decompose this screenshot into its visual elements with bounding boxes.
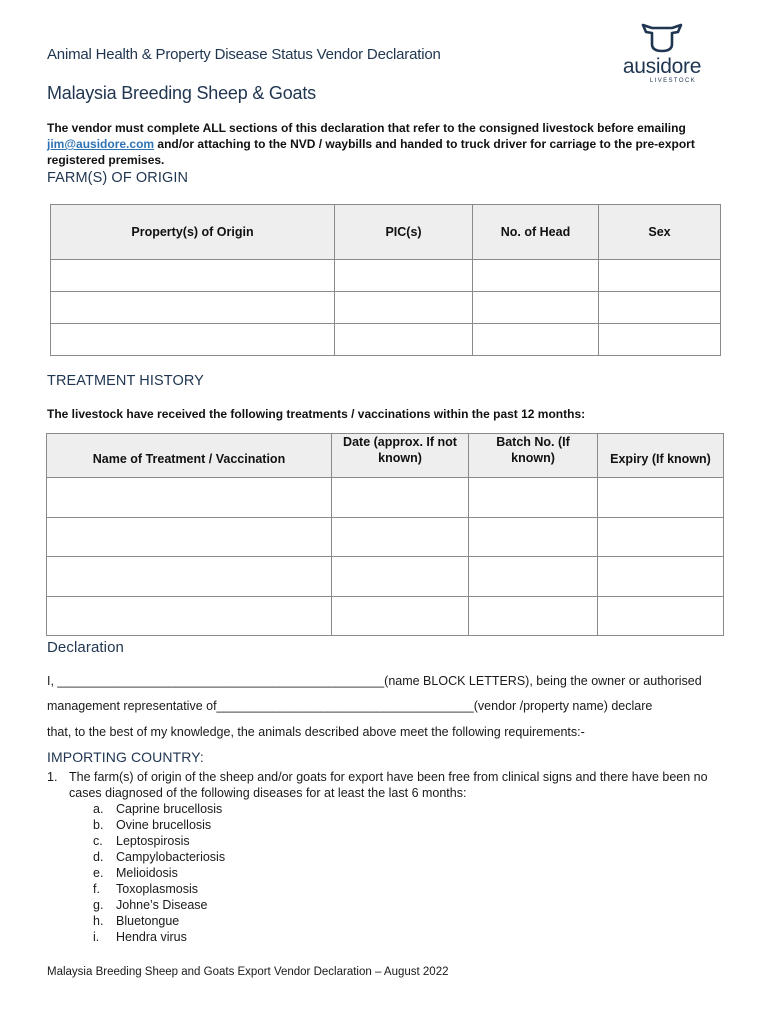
requirement-number: 1. — [47, 770, 58, 784]
list-letter: g. — [93, 898, 104, 912]
list-letter: a. — [93, 802, 104, 816]
head-count-cell[interactable] — [473, 260, 599, 292]
table-row — [47, 596, 724, 636]
expiry-cell[interactable] — [598, 596, 724, 636]
disease-name: Johne’s Disease — [116, 898, 208, 912]
column-header: Name of Treatment / Vaccination — [47, 434, 332, 478]
disease-name: Caprine brucellosis — [116, 802, 223, 816]
property-cell[interactable] — [51, 260, 335, 292]
header-title: Animal Health & Property Disease Status Vendor Declaration — [47, 46, 441, 63]
date-cell[interactable] — [332, 557, 469, 597]
page-title: Malaysia Breeding Sheep & Goats — [47, 83, 316, 103]
sex-cell[interactable] — [599, 324, 721, 356]
property-cell[interactable] — [51, 324, 335, 356]
importing-country-heading: IMPORTING COUNTRY: — [47, 749, 204, 765]
intro-text-start: The vendor must complete ALL sections of this declaration that refer to the consigned livestock before emailing — [47, 121, 686, 135]
list-item — [93, 849, 727, 865]
treatment-intro: The livestock have received the following treatments / vaccinations within the past 12 months: — [47, 407, 586, 421]
requirement-item — [47, 769, 727, 945]
head-count-cell[interactable] — [473, 324, 599, 356]
list-item — [93, 865, 727, 881]
column-header: Date (approx. If not known) — [332, 434, 469, 478]
intro-text-end: and/or attaching to the NVD / waybills and handed to truck driver for carriage to the pre-export registered premises. — [47, 137, 695, 167]
table-row — [51, 324, 721, 356]
column-header: PIC(s) — [335, 205, 473, 260]
treatment-name-cell[interactable] — [47, 517, 332, 557]
list-letter: i. — [93, 930, 100, 944]
treatment-history-table — [46, 433, 724, 636]
treatment-name-cell[interactable] — [47, 478, 332, 518]
page-footer: Malaysia Breeding Sheep and Goats Export Vendor Declaration – August 2022 — [47, 966, 449, 978]
farm-of-origin-table — [50, 204, 721, 356]
table-row — [51, 260, 721, 292]
list-letter: e. — [93, 866, 104, 880]
column-header: No. of Head — [473, 205, 599, 260]
sex-cell[interactable] — [599, 292, 721, 324]
list-letter: b. — [93, 818, 104, 832]
declaration-name-line[interactable]: I, _______________________________________________(name BLOCK LETTERS), being the owner or authorised — [47, 674, 702, 688]
table-row — [47, 517, 724, 557]
sex-cell[interactable] — [599, 260, 721, 292]
brand-logo — [612, 20, 712, 84]
head-count-cell[interactable] — [473, 292, 599, 324]
requirement-text: The farm(s) of origin of the sheep and/or goats for export have been free from clinical signs and there have been no cases diagnosed of the following diseases for at least the last 6 months: — [69, 770, 708, 800]
batch-cell[interactable] — [469, 596, 598, 636]
list-letter: c. — [93, 834, 103, 848]
treatment-name-cell[interactable] — [47, 557, 332, 597]
declaration-heading: Declaration — [47, 639, 124, 656]
date-cell[interactable] — [332, 517, 469, 557]
list-item — [93, 897, 727, 913]
list-item — [93, 929, 727, 945]
column-header: Sex — [599, 205, 721, 260]
date-cell[interactable] — [332, 596, 469, 636]
list-letter: h. — [93, 914, 104, 928]
list-letter: f. — [93, 882, 100, 896]
expiry-cell[interactable] — [598, 478, 724, 518]
email-link[interactable]: jim@ausidore.com — [47, 137, 155, 151]
treatment-section-heading: TREATMENT HISTORY — [47, 373, 204, 389]
disease-name: Melioidosis — [116, 866, 178, 880]
list-item — [93, 801, 727, 817]
batch-cell[interactable] — [469, 478, 598, 518]
intro-paragraph — [47, 120, 717, 168]
pic-cell[interactable] — [335, 324, 473, 356]
column-header: Expiry (If known) — [598, 434, 724, 478]
disease-name: Bluetongue — [116, 914, 180, 928]
farm-section-heading: FARM(S) OF ORIGIN — [47, 170, 189, 186]
logo-wordmark: ausidore — [622, 55, 702, 78]
list-item — [93, 913, 727, 929]
column-header: Property(s) of Origin — [51, 205, 335, 260]
list-item — [93, 881, 727, 897]
column-header: Batch No. (If known) — [469, 434, 598, 478]
batch-cell[interactable] — [469, 517, 598, 557]
disease-name: Campylobacteriosis — [116, 850, 226, 864]
cow-head-icon — [637, 20, 687, 54]
date-cell[interactable] — [332, 478, 469, 518]
list-item — [93, 817, 727, 833]
disease-name: Toxoplasmosis — [116, 882, 198, 896]
expiry-cell[interactable] — [598, 557, 724, 597]
table-row — [47, 557, 724, 597]
treatment-name-cell[interactable] — [47, 596, 332, 636]
declaration-statement: that, to the best of my knowledge, the animals described above meet the following requirements:- — [47, 725, 585, 739]
logo-subtitle: LIVESTOCK — [649, 78, 697, 84]
pic-cell[interactable] — [335, 292, 473, 324]
pic-cell[interactable] — [335, 260, 473, 292]
disease-name: Hendra virus — [116, 930, 187, 944]
list-item — [93, 833, 727, 849]
expiry-cell[interactable] — [598, 517, 724, 557]
table-row — [47, 478, 724, 518]
table-row — [51, 292, 721, 324]
batch-cell[interactable] — [469, 557, 598, 597]
disease-name: Ovine brucellosis — [116, 818, 212, 832]
list-letter: d. — [93, 850, 104, 864]
property-cell[interactable] — [51, 292, 335, 324]
disease-name: Leptospirosis — [116, 834, 190, 848]
disease-list — [93, 801, 727, 945]
declaration-vendor-line[interactable]: management representative of_____________________________________(vendor /property name) declare — [47, 699, 653, 713]
